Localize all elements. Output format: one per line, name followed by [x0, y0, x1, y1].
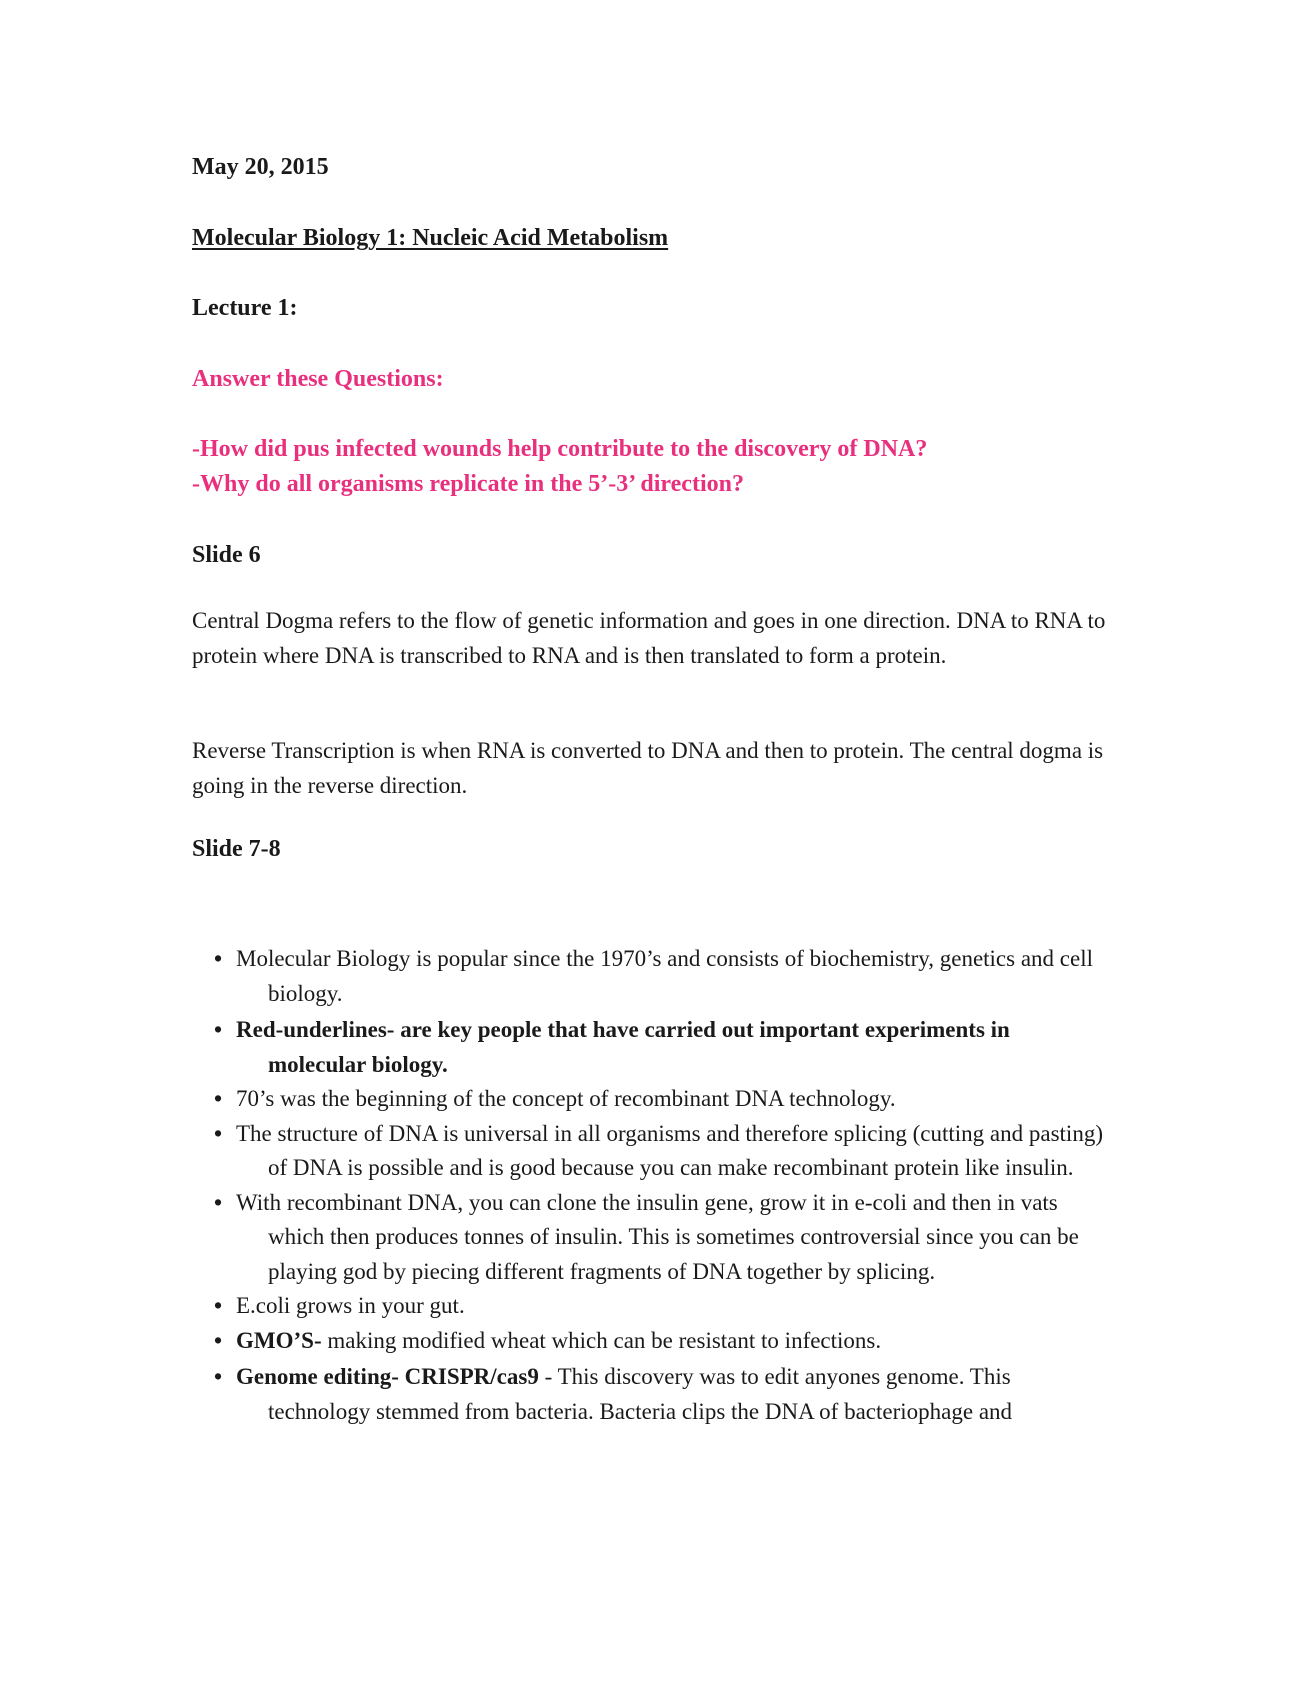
slide-7-8-bullet-list	[192, 942, 1112, 1429]
list-item: • The structure of DNA is universal in all organisms and therefore splicing (cutting and pasting) of DNA is possible and is good because you can make recombinant protein like insulin.	[192, 1117, 1112, 1186]
reverse-transcription-paragraph: Reverse Transcription is when RNA is converted to DNA and then to protein. The central dogma is going in the reverse direction.	[192, 738, 1104, 798]
bullet-icon: •	[214, 946, 223, 971]
list-item: • GMO’S- making modified wheat which can be resistant to infections.	[192, 1324, 1112, 1359]
list-item: • Molecular Biology is popular since the 1970’s and consists of biochemistry, genetics and cell biology.	[192, 942, 1112, 1011]
list-item: • 70’s was the beginning of the concept of recombinant DNA technology.	[192, 1082, 1112, 1117]
slide-7-8-heading: Slide 7-8	[192, 836, 281, 862]
bullet-icon: •	[214, 1086, 223, 1111]
list-item: • Genome editing- CRISPR/cas9 - This discovery was to edit anyones genome. This technology stemmed from bacteria. Bacteria clips the DNA of bacteriophage and	[192, 1360, 1112, 1429]
questions-heading: Answer these Questions:	[192, 366, 444, 392]
list-item: • Red-underlines- are key people that have carried out important experiments in molecular biology.	[192, 1013, 1112, 1082]
list-item: • E.coli grows in your gut.	[192, 1289, 1112, 1324]
question-1: -How did pus infected wounds help contribute to the discovery of DNA?	[192, 436, 928, 462]
list-item: • With recombinant DNA, you can clone the insulin gene, grow it in e-coli and then in vats which then produces tonnes of insulin. This is sometimes controversial since you can be playing god by piecing different fragments of DNA together by splicing.	[192, 1186, 1112, 1290]
document-date: May 20, 2015	[192, 154, 329, 180]
slide-6-heading: Slide 6	[192, 542, 261, 568]
bullet-icon: •	[214, 1189, 223, 1215]
bullet-icon: •	[214, 1293, 223, 1318]
course-title: Molecular Biology 1: Nucleic Acid Metabolism	[192, 225, 669, 251]
question-2: -Why do all organisms replicate in the 5’-3’ direction?	[192, 471, 744, 497]
bullet-icon: •	[214, 1364, 223, 1389]
bullet-icon: •	[214, 1120, 223, 1146]
bullet-icon: •	[214, 1017, 223, 1042]
lecture-heading: Lecture 1:	[192, 295, 298, 321]
central-dogma-paragraph: Central Dogma refers to the flow of genetic information and goes in one direction. DNA to RNA to protein where DNA is transcribed to RNA and is then translated to form a protein.	[192, 608, 1106, 668]
bullet-icon: •	[214, 1327, 223, 1353]
